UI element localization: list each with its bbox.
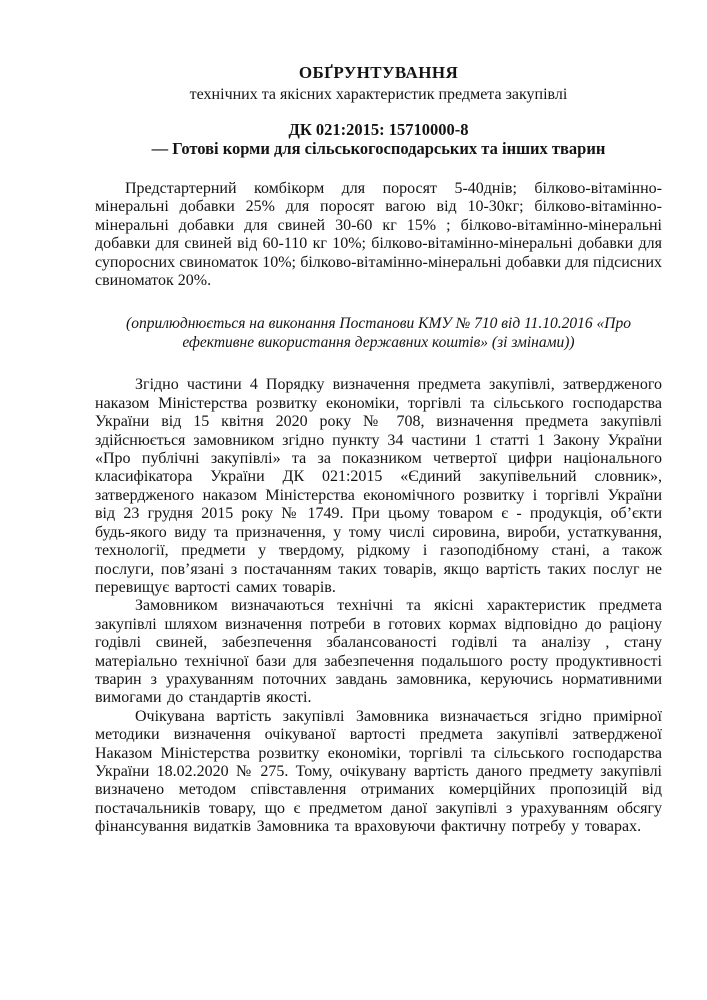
body-paragraph-characteristics: Замовником визначаються технічні та якісні характеристик предмета закупівлі шляхом визначення потреби в готових кормах відповідно до раціону годівлі свиней, забезпечення збалансованості годівлі та аналізу , стану матеріально технічної бази для забезпечення подальшого росту продуктивності тварин з урахуванням поточних завдань замовника, керуючись нормативними вимогами до стандартів якості.: [95, 597, 662, 707]
publication-note: (оприлюднюється на виконання Постанови КМУ № 710 від 11.10.2016 «Про ефективне використання державних коштів» (зі змінами)): [126, 315, 631, 352]
procurement-item-heading: — Готові корми для сільськогосподарських та інших тварин: [151, 139, 606, 158]
document-subtitle: технічних та якісних характеристик предмета закупівлі: [189, 86, 568, 103]
body-paragraph-legal-basis: Згідно частини 4 Порядку визначення предмета закупівлі, затвердженого наказом Міністерства розвитку економіки, торгівлі та сільського господарства України від 15 квітня 2020 року № 708, визначення предмета закупівлі здійснюється замовником згідно пункту 34 частини 1 статті 1 Закону України «Про публічні закупівлі» та за показником четвертої цифри національного класифікатора України ДК 021:2015 «Єдиний закупівельний словник», затвердженого наказом Міністерства економічного розвитку і торгівлі України від 23 грудня 2015 року № 1749. При цьому товаром є - продукція, об’єкти будь-якого виду та призначення, у тому числі сировина, вироби, устаткування, технології, предмети у твердому, рідкому і газоподібному стані, а також послуги, пов’язані з постачанням таких товарів, якщо вартість таких послуг не перевищує вартості самих товарів.: [95, 376, 662, 596]
dk-code-heading: ДК 021:2015: 15710000-8: [288, 120, 469, 139]
feed-description-paragraph: Предстартерний комбікорм для поросят 5-40днів; білково-вітамінно-мінеральні добавки 25% для поросят вагою від 10-30кг; білково-вітамінно-мінеральні добавки для свиней 30-60 кг 15% ; білково-вітамінно-мінеральні добавки для свиней від 60-110 кг 10%; білково-вітамінно-мінеральні добавки для супоросних свиноматок 10%; білково-вітамінно-мінеральні добавки для підсисних свиноматок 20%.: [95, 180, 662, 290]
document-title: ОБҐРУНТУВАННЯ: [298, 63, 459, 82]
body-paragraph-expected-value: Очікувана вартість закупівлі Замовника визначається згідно примірної методики визначення очікуваної вартості предмета закупівлі затвердженої Наказом Міністерства розвитку економіки, торгівлі та сільського господарства України 18.02.2020 № 275. Тому, очікувану вартість даного предмету закупівлі визначено методом співставлення отриманих комерційних пропозицій від постачальників товару, що є предметом даної закупівлі з урахуванням обсягу фінансування видатків Замовника та враховуючи фактичну потребу у товарах.: [95, 707, 662, 836]
